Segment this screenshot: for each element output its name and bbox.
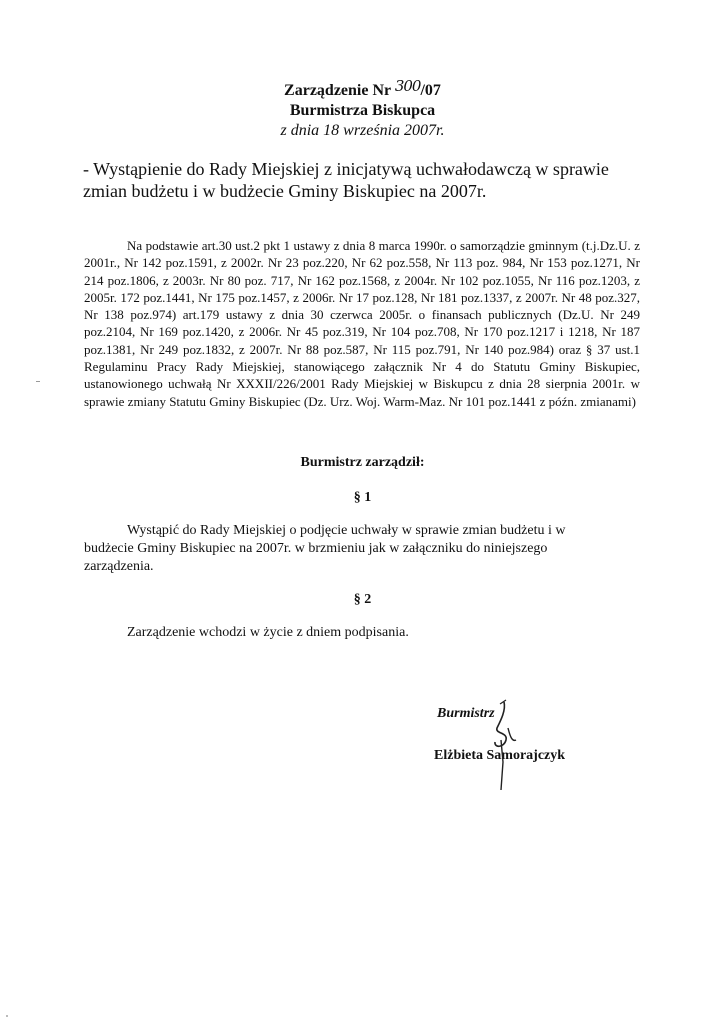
title-prefix: Zarządzenie Nr [284, 82, 395, 99]
decree-subject: - Wystąpienie do Rady Miejskiej z inicjatywą uchwałodawczą w sprawie zmian budżetu i w budżecie Gminy Biskupiec na 2007r. [83, 159, 609, 201]
decree-label: Burmistrz zarządził: [300, 455, 425, 470]
title-suffix: /07 [420, 82, 441, 99]
scan-speck [36, 381, 40, 382]
section-1-mark: § 1 [353, 490, 372, 505]
section-1-text: Wystąpić do Rady Miejskiej o podjęcie uchwały w sprawie zmian budżetu i w budżecie Gminy Biskupiec na 2007r. w brzmieniu jak w załączniku do niniejszego zarządzenia. [84, 523, 566, 574]
legal-basis-paragraph: Na podstawie art.30 ust.2 pkt 1 ustawy z dnia 8 marca 1990r. o samorządzie gminnym (t.j.Dz.U. z 2001r., Nr 142 poz.1591, z 2002r. Nr 23 poz.220, Nr 62 poz.558, Nr 113 poz. 984, Nr 153 poz.1271, Nr 214 poz.1806, z 2003r. Nr 80 poz. 717, Nr 162 poz.1568, z 2004r. Nr 102 poz.1055, Nr 116 poz.1203, z 2005r. 172 poz.1441, Nr 175 poz.1457, z 2006r. Nr 17 poz.128, Nr 181 poz.1337, z 2007r. Nr 48 poz.327, Nr 138 poz.974) art.179 ustawy z dnia 30 czerwca 2005r. o finansach publicznych (Dz.U. Nr 249 poz.2104, Nr 169 poz.1420, z 2006r. Nr 45 poz.319, Nr 104 poz.708, Nr 170 poz.1217 i 1218, Nr 187 poz.1381, Nr 249 poz.1832, z 2007r. Nr 88 poz.587, Nr 115 poz.791, Nr 140 poz.984) oraz § 37 ust.1 Regulaminu Pracy Rady Miejskiej, stanowiącego załącznik Nr 4 do Statutu Gminy Biskupiec, ustanowionego uchwałą Nr XXXII/226/2001 Rady Miejskiej w Biskupcu z dnia 28 sierpnia 2001r. w sprawie zmiany Statutu Gminy Biskupiec (Dz. Urz. Woj. Warm-Maz. Nr 101 poz.1441 z późn. zmianami) [84, 238, 640, 409]
signature-name: Elżbieta Samorajczyk [434, 748, 566, 763]
handwritten-signature [470, 690, 550, 800]
decree-date: z dnia 18 września 2007r. [280, 122, 445, 139]
scan-speck [6, 1015, 8, 1017]
handwritten-decree-number: 300 [394, 77, 421, 95]
document-header [0, 77, 725, 141]
signature-role: Burmistrz [437, 706, 495, 721]
issuing-authority: Burmistrza Biskupca [289, 102, 436, 119]
section-2-text: Zarządzenie wchodzi w życie z dniem podpisania. [127, 625, 409, 640]
section-2-mark: § 2 [353, 592, 372, 607]
decree-title [0, 77, 725, 101]
